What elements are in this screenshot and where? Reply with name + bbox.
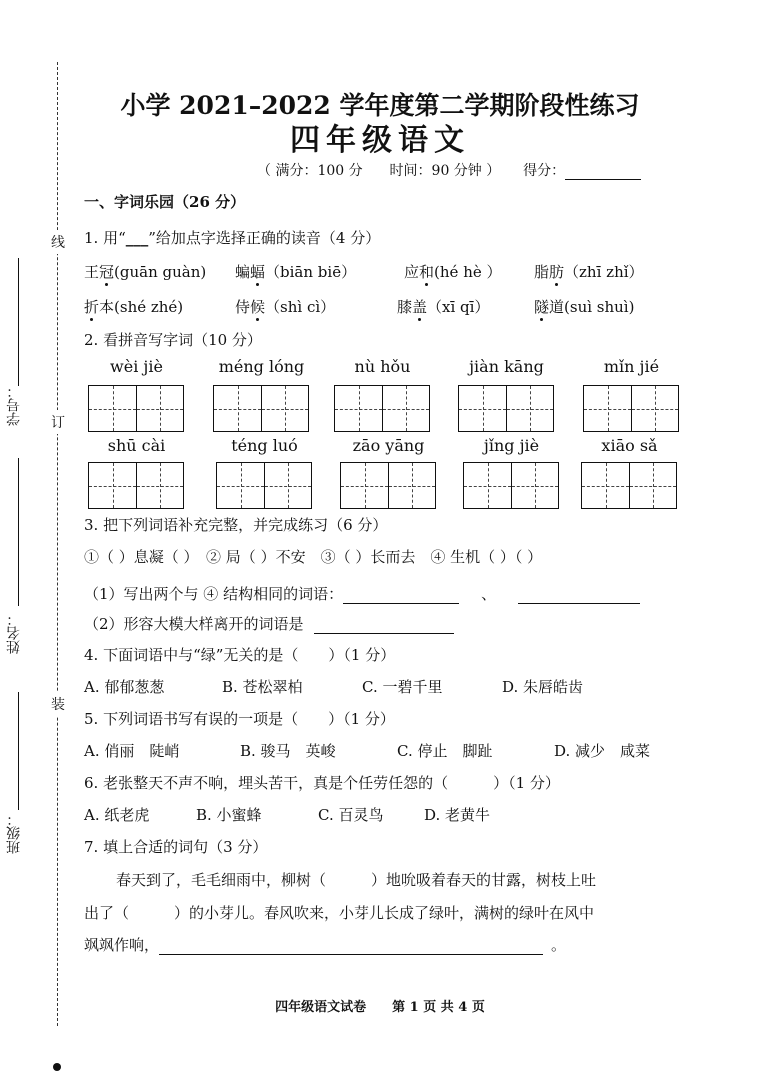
binding-dashed-line [57,62,58,1026]
q5-option-a: A. 俏丽 陡峭 [84,742,180,760]
q1-options: （shì cì） [265,298,336,316]
q1-item [235,262,356,282]
q5-option-c: C. 停止 脚趾 [397,742,493,760]
q1-options: （biān biē） [265,263,357,281]
q3-sub1-blank-2[interactable] [518,583,640,604]
q5-option-b: B. 骏马 英峻 [240,742,336,760]
tianzige-cell[interactable] [136,463,183,508]
q4-prompt: 4. 下面词语中与“绿”无关的是（ ）（1 分） [84,646,396,664]
q1-options: (hé hè ） [434,263,502,281]
pinyin-label: téng luó [231,436,298,455]
q4-option-c: C. 一碧千里 [362,678,443,696]
q1-dotted-char: 和 [419,263,435,281]
bullet-dot [53,1063,61,1071]
name-label: 姓名： [6,612,22,654]
q1-dotted-char: 隧 [534,298,550,316]
q1-pre: 应 [404,263,420,281]
tianzige-cell[interactable] [582,463,629,508]
page-subtitle: 四年级语文 [290,123,470,158]
q1-item [397,297,489,317]
q2-prompt: 2. 看拼音写字词（10 分） [84,331,262,349]
q1-dotted-char: 冠 [99,263,115,281]
full-score: （ 满分：100 分 [257,163,363,179]
score-blank[interactable] [565,163,641,180]
pinyin-label: zāo yāng [352,436,425,455]
tianzige-cell[interactable] [459,386,506,431]
q1-dotted-char: 候 [250,298,266,316]
q1-options: 本(shé zhé) [99,298,184,316]
q1-prompt-post: ”给加点字选择正确的读音（4 分） [148,229,381,247]
q7-line-1: 春天到了，毛毛细雨中，柳树（ ）地吮吸着春天的甘露，树枝上吐 [116,871,597,889]
tianzige-box[interactable] [583,385,679,432]
q4-option-b: B. 苍松翠柏 [222,678,303,696]
class-line [18,692,19,810]
binding-char-bind: 装 [51,692,65,716]
class-label: 班级： [6,812,22,854]
tianzige-box[interactable] [458,385,554,432]
q5-option-d: D. 减少 咸菜 [554,742,651,760]
q1-item [534,297,634,317]
q7-line-3-pre: 飒飒作响， [84,936,160,954]
q3-sub2-blank[interactable] [314,613,454,634]
score-info [257,160,641,180]
q1-options: 道(suì shuì) [549,298,635,316]
q3-prompt: 3. 把下列词语补充完整，并完成练习（6 分） [84,516,388,534]
pinyin-label: méng lóng [218,357,305,376]
tianzige-cell[interactable] [264,463,311,508]
q1-item [404,262,502,282]
pinyin-label: nù hǒu [354,357,411,376]
q7-line-3-end: 。 [551,936,567,954]
student-id-line [18,258,19,386]
tianzige-cell[interactable] [217,463,264,508]
q3-items: ①（ ）息凝（ ） ② 局（ ）不安 ③（ ）长而去 ④ 生机（ ）（ ） [84,548,543,566]
q6-option-c: C. 百灵鸟 [318,806,384,824]
q4-option-a: A. 郁郁葱葱 [84,678,165,696]
tianzige-cell[interactable] [511,463,558,508]
tianzige-box[interactable] [463,462,559,509]
page-title: 小学 2021–2022 学年度第二学期阶段性练习 [120,91,640,120]
q4-option-d: D. 朱唇皓齿 [502,678,584,696]
tianzige-cell[interactable] [506,386,553,431]
tianzige-box[interactable] [581,462,677,509]
q1-item [84,297,183,317]
section-heading: 一、字词乐园（26 分） [84,193,246,211]
q6-option-b: B. 小蜜蜂 [196,806,262,824]
tianzige-cell[interactable] [335,386,382,431]
tianzige-cell[interactable] [261,386,308,431]
pinyin-label: jǐng jiè [483,436,540,455]
q1-pre: 王 [84,263,100,281]
page-footer: 四年级语文试卷 第 1 页 共 4 页 [275,1000,485,1015]
tianzige-cell[interactable] [388,463,435,508]
tianzige-box[interactable] [334,385,430,432]
q1-prompt-pre: 1. 用“ [84,229,126,247]
tianzige-box[interactable] [340,462,436,509]
q1-dotted-char: 盖 [412,298,428,316]
time-limit: 时间：90 分钟 ） [389,163,501,179]
student-id-label: 学号： [6,384,22,426]
pinyin-label: shū cài [107,436,166,455]
q1-item [534,262,644,282]
q1-pre: 蝙 [235,263,251,281]
tianzige-cell[interactable] [214,386,261,431]
q1-dotted-char: 肪 [549,263,565,281]
pinyin-label: xiāo sǎ [601,436,658,455]
tianzige-cell[interactable] [629,463,676,508]
q1-prompt [84,228,380,248]
q7-line-2: 出了（ ）的小芽儿。春风吹来，小芽儿长成了绿叶，满树的绿叶在风中 [84,904,595,922]
q1-pre: 膝 [397,298,413,316]
tianzige-box[interactable] [88,462,184,509]
pinyin-label: mǐn jié [603,357,660,376]
q3-sub1 [84,583,640,604]
tianzige-cell[interactable] [584,386,631,431]
pinyin-label: jiàn kāng [469,357,544,376]
q6-prompt: 6. 老张整天不声不响，埋头苦干，真是个任劳任怨的（ ）（1 分） [84,774,560,792]
tianzige-cell[interactable] [464,463,511,508]
tianzige-cell[interactable] [341,463,388,508]
q7-answer-blank[interactable] [159,934,543,955]
q3-sub1-text: （1）写出两个与 ④ 结构相同的词语： [84,585,344,603]
q1-options: （zhī zhǐ） [564,263,644,281]
q1-prompt-blank: ___ [125,229,149,247]
binding-char-line: 线 [51,230,65,254]
q5-prompt: 5. 下列词语书写有误的一项是（ ）（1 分） [84,710,395,728]
q3-sub1-blank-1[interactable] [343,583,459,604]
q6-option-d: D. 老黄牛 [424,806,491,824]
tianzige-cell[interactable] [136,386,183,431]
score-label: 得分： [523,163,566,179]
tianzige-box[interactable] [88,385,184,432]
q1-dotted-char: 蝠 [250,263,266,281]
tianzige-cell[interactable] [631,386,678,431]
q3-sub2 [84,613,454,634]
q1-item [84,262,206,282]
q1-pre: 脂 [534,263,550,281]
tianzige-cell[interactable] [382,386,429,431]
q1-item [235,297,335,317]
q7-prompt: 7. 填上合适的词句（3 分） [84,838,268,856]
tianzige-box[interactable] [213,385,309,432]
q6-option-a: A. 纸老虎 [84,806,150,824]
tianzige-cell[interactable] [89,463,136,508]
pinyin-label: wèi jiè [110,357,163,376]
q1-options: （xī qī） [427,298,490,316]
q1-dotted-char: 折 [84,298,100,316]
name-line [18,458,19,606]
tianzige-box[interactable] [216,462,312,509]
q7-line-3 [84,934,566,955]
q1-pre: 侍 [235,298,251,316]
binding-char-order: 订 [51,410,65,434]
q3-sub2-text: （2）形容大模大样离开的词语是 [84,615,304,633]
q1-options: (guān guàn) [114,263,207,281]
q3-sub1-sep: 、 [481,585,497,603]
tianzige-cell[interactable] [89,386,136,431]
